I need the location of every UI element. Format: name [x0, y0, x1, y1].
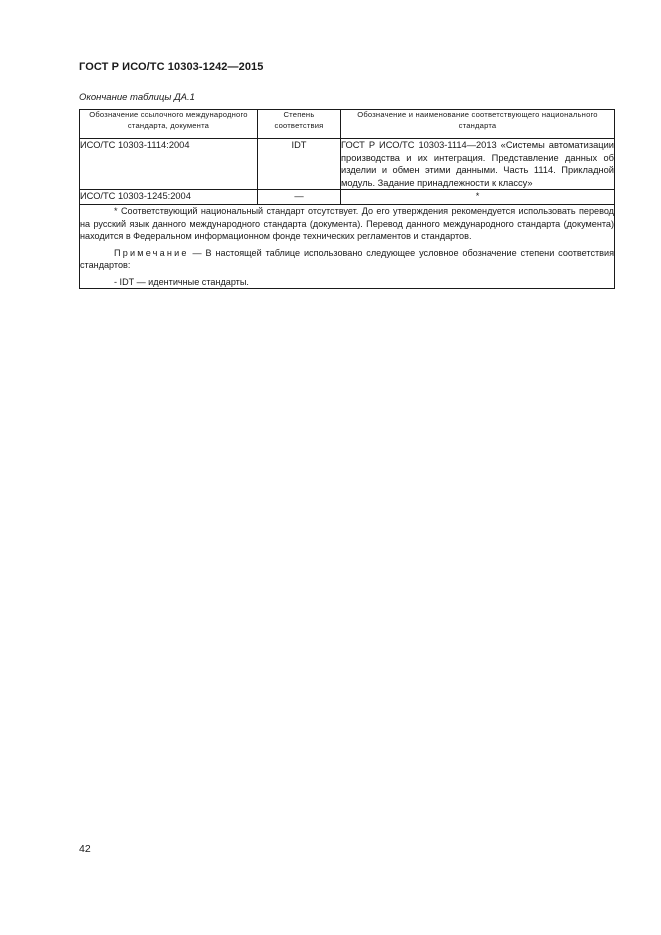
- table-notes: [80, 205, 615, 289]
- cell-national: ГОСТ Р ИСО/ТС 10303-1114—2013 «Системы автоматизации производства и их интеграция. Представление данных об изделии и обмен этими данными. Часть 1114. Прикладной модуль. Задание принадлежности к классу»: [341, 140, 614, 188]
- table-notes-row: [80, 205, 615, 289]
- standards-table: [79, 109, 615, 289]
- column-header-ref: Обозначение ссылочного международного стандарта, документа: [80, 110, 258, 139]
- cell-ref: ИСО/ТС 10303-1114:2004: [80, 139, 258, 190]
- cell-degree: IDT: [258, 139, 341, 190]
- note-text: — В настоящей таблице использовано следующее условное обозначение степени соответствия стандартов:: [80, 247, 614, 270]
- page-number: 42: [79, 843, 91, 855]
- note-label: Примечание: [114, 247, 189, 258]
- table-caption: Окончание таблицы ДА.1: [79, 92, 195, 103]
- table-header-row: [80, 110, 615, 139]
- cell-ref: ИСО/ТС 10303-1245:2004: [80, 190, 258, 205]
- footnote: * Соответствующий национальный стандарт отсутствует. До его утверждения рекомендуется использовать перевод на русский язык данного международного стандарта (документа). Перевод данного международного стандарта (документа) находится в Федеральном информационном фонде технических регламентов и стандартов.: [80, 206, 614, 241]
- table-row: [80, 190, 615, 205]
- note: [80, 247, 614, 272]
- column-header-national: Обозначение и наименование соответствующего национального стандарта: [341, 110, 615, 139]
- cell-national: *: [341, 190, 615, 205]
- note-item: - IDT — идентичные стандарты.: [114, 276, 249, 287]
- column-header-degree: Степень соответствия: [258, 110, 341, 139]
- document-header: ГОСТ Р ИСО/ТС 10303-1242—2015: [79, 61, 264, 73]
- table-row: [80, 139, 615, 190]
- cell-degree: —: [258, 190, 341, 205]
